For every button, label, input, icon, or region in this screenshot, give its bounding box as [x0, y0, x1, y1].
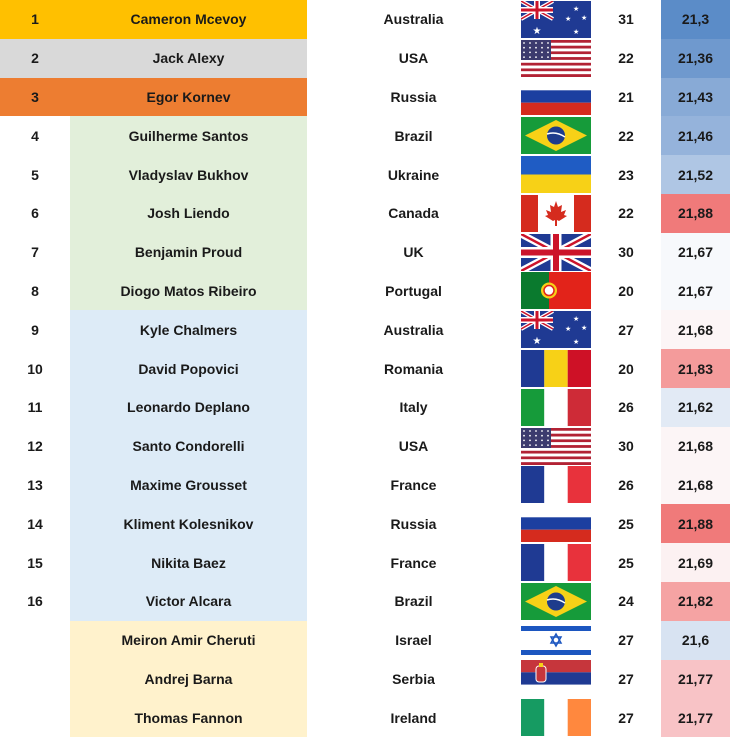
age-cell: 30: [618, 438, 634, 455]
time-cell: 21,52: [661, 155, 730, 194]
flag-cell: [520, 349, 591, 388]
rank-cell: 9: [31, 321, 39, 338]
uk-flag-icon: [521, 234, 591, 271]
swimmer-name: Jack Alexy: [70, 39, 307, 78]
age-cell: 25: [618, 515, 634, 532]
time-cell: 21,88: [661, 194, 730, 233]
country-name: Ukraine: [387, 166, 440, 183]
table-row: [0, 116, 730, 155]
russia-flag-icon: [521, 505, 591, 542]
flag-cell: [520, 155, 591, 194]
country-name: Brazil: [394, 127, 433, 144]
country-name: Israel: [395, 632, 432, 649]
table-row: [0, 39, 730, 78]
rank-cell: 12: [27, 438, 43, 455]
flag-cell: [520, 39, 591, 78]
rank-cell: 5: [31, 166, 39, 183]
table-row: [0, 621, 730, 660]
swimmer-name: Leonardo Deplano: [70, 388, 307, 427]
svg-text:★: ★: [532, 25, 541, 37]
time-cell: 21,36: [661, 39, 730, 78]
svg-text:★: ★: [580, 14, 587, 22]
age-cell: 26: [618, 399, 634, 416]
rank-cell: [0, 698, 70, 737]
flag-cell: [520, 116, 591, 155]
italy-flag-icon: [521, 389, 591, 426]
age-cell: 30: [618, 244, 634, 261]
svg-text:★: ★: [564, 15, 571, 23]
time-cell: 21,82: [661, 582, 730, 621]
age-cell: 22: [618, 50, 634, 67]
time-cell: 21,6: [661, 621, 730, 660]
flag-cell: [520, 660, 591, 699]
country-name: Italy: [399, 399, 428, 416]
flag-cell: [520, 310, 591, 349]
flag-cell: [520, 621, 591, 660]
time-cell: 21,88: [661, 504, 730, 543]
age-cell: 27: [618, 709, 634, 726]
country-name: France: [390, 554, 437, 571]
romania-flag-icon: [521, 350, 591, 387]
time-cell: 21,77: [661, 698, 730, 737]
svg-text:★: ★: [580, 325, 587, 333]
france-flag-icon: [521, 466, 591, 503]
france-flag-icon: [521, 544, 591, 581]
table-row: [0, 0, 730, 39]
flag-cell: [520, 272, 591, 311]
swimmer-name: Josh Liendo: [70, 194, 307, 233]
usa-flag-icon: [521, 428, 591, 465]
canada-flag-icon: [521, 195, 591, 232]
age-cell: 24: [618, 593, 634, 610]
swimmer-name: Meiron Amir Cheruti: [70, 621, 307, 660]
svg-text:★: ★: [532, 336, 541, 348]
time-cell: 21,62: [661, 388, 730, 427]
israel-flag-icon: [521, 622, 591, 659]
country-name: Portugal: [385, 282, 442, 299]
rank-cell: 14: [27, 515, 43, 532]
country-name: Ireland: [390, 709, 437, 726]
flag-cell: [520, 466, 591, 505]
age-cell: 27: [618, 321, 634, 338]
time-cell: 21,67: [661, 233, 730, 272]
table-row: [0, 698, 730, 737]
country-name: Australia: [383, 321, 444, 338]
portugal-flag-icon: [521, 272, 591, 309]
flag-cell: [520, 582, 591, 621]
swimmer-name: Egor Kornev: [70, 78, 307, 117]
table-row: [0, 155, 730, 194]
age-cell: 23: [618, 166, 634, 183]
table-row: [0, 78, 730, 117]
country-name: UK: [403, 244, 424, 261]
swimmer-name: Guilherme Santos: [70, 116, 307, 155]
time-cell: 21,3: [661, 0, 730, 39]
age-cell: 21: [618, 88, 634, 105]
country-name: Russia: [390, 88, 437, 105]
table-row: [0, 194, 730, 233]
time-cell: 21,67: [661, 272, 730, 311]
flag-cell: [520, 388, 591, 427]
time-cell: 21,68: [661, 466, 730, 505]
rank-cell: 7: [31, 244, 39, 261]
age-cell: 22: [618, 205, 634, 222]
table-row: [0, 543, 730, 582]
table-row: [0, 272, 730, 311]
table-row: [0, 233, 730, 272]
age-cell: 25: [618, 554, 634, 571]
usa-flag-icon: [521, 40, 591, 77]
rank-cell: 13: [27, 476, 43, 493]
rank-cell: 3: [0, 78, 70, 117]
rank-cell: 4: [31, 127, 39, 144]
svg-text:★: ★: [572, 5, 579, 13]
brazil-flag-icon: [521, 583, 591, 620]
swimmer-name: Cameron Mcevoy: [70, 0, 307, 39]
country-name: USA: [398, 50, 429, 67]
svg-text:★: ★: [572, 316, 579, 324]
svg-text:★: ★: [572, 28, 579, 36]
rank-cell: 11: [27, 399, 43, 416]
svg-text:★: ★: [572, 339, 579, 347]
swimmer-name: Nikita Baez: [70, 543, 307, 582]
ukraine-flag-icon: [521, 156, 591, 193]
time-cell: 21,68: [661, 427, 730, 466]
age-cell: 31: [618, 11, 634, 28]
swimmer-name: Kliment Kolesnikov: [70, 504, 307, 543]
country-name: Serbia: [392, 670, 435, 687]
country-name: Romania: [383, 360, 444, 377]
rank-cell: 2: [0, 39, 70, 78]
age-cell: 20: [618, 282, 634, 299]
age-cell: 26: [618, 476, 634, 493]
rank-cell: 15: [27, 554, 43, 571]
country-name: Brazil: [394, 593, 433, 610]
time-cell: 21,68: [661, 310, 730, 349]
rank-cell: 8: [31, 282, 39, 299]
ireland-flag-icon: [521, 699, 591, 736]
time-cell: 21,43: [661, 78, 730, 117]
table-row: [0, 349, 730, 388]
table-row: [0, 504, 730, 543]
rank-cell: 6: [31, 205, 39, 222]
table-row: [0, 582, 730, 621]
australia-flag-icon: [521, 311, 591, 348]
flag-cell: [520, 698, 591, 737]
table-row: [0, 660, 730, 699]
flag-cell: [520, 233, 591, 272]
swimmer-name: Victor Alcara: [70, 582, 307, 621]
russia-flag-icon: [521, 78, 591, 115]
table-row: [0, 427, 730, 466]
australia-flag-icon: [521, 1, 591, 38]
age-cell: 27: [618, 632, 634, 649]
time-cell: 21,83: [661, 349, 730, 388]
swimmer-name: Benjamin Proud: [70, 233, 307, 272]
flag-cell: [520, 427, 591, 466]
flag-cell: [520, 194, 591, 233]
country-name: USA: [398, 438, 429, 455]
rank-cell: 1: [0, 0, 70, 39]
rank-cell: 16: [27, 593, 43, 610]
swimmer-name: Kyle Chalmers: [70, 310, 307, 349]
table-row: [0, 466, 730, 505]
country-name: Australia: [383, 11, 444, 28]
rank-cell: [0, 621, 70, 660]
time-cell: 21,69: [661, 543, 730, 582]
time-cell: 21,46: [661, 116, 730, 155]
table-row: [0, 388, 730, 427]
country-name: Russia: [390, 515, 437, 532]
flag-cell: [520, 0, 591, 39]
table-row: [0, 310, 730, 349]
serbia-flag-icon: [521, 660, 591, 697]
swimmer-name: Maxime Grousset: [70, 466, 307, 505]
time-cell: 21,77: [661, 660, 730, 699]
rank-cell: [0, 660, 70, 699]
age-cell: 27: [618, 670, 634, 687]
country-name: Canada: [388, 205, 439, 222]
flag-cell: [520, 504, 591, 543]
age-cell: 22: [618, 127, 634, 144]
swimmer-name: Santo Condorelli: [70, 427, 307, 466]
swimmer-name: David Popovici: [70, 349, 307, 388]
rank-cell: 10: [27, 360, 43, 377]
country-name: France: [390, 476, 437, 493]
svg-text:★: ★: [564, 326, 571, 334]
swimmer-name: Diogo Matos Ribeiro: [70, 272, 307, 311]
swimmer-name: Vladyslav Bukhov: [70, 155, 307, 194]
swimmer-name: Andrej Barna: [70, 660, 307, 699]
flag-cell: [520, 543, 591, 582]
brazil-flag-icon: [521, 117, 591, 154]
age-cell: 20: [618, 360, 634, 377]
swimmer-name: Thomas Fannon: [70, 698, 307, 737]
flag-cell: [520, 78, 591, 117]
